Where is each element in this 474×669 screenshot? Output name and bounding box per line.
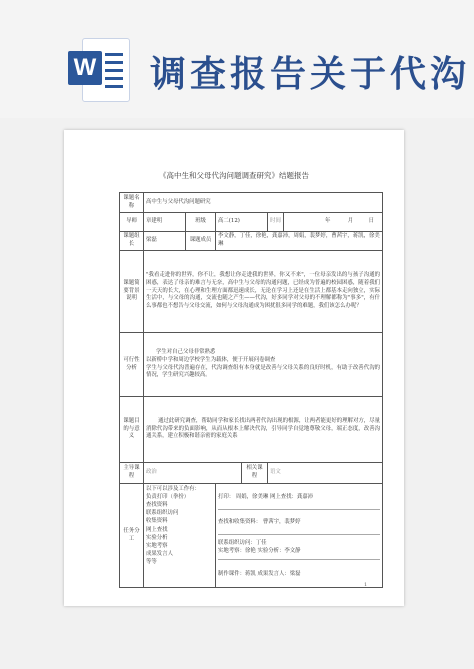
task-item: 等等 — [146, 558, 157, 565]
task-item: 负责打印（拳扮） — [146, 494, 190, 501]
assignment-line: 打印： 周娟，徐美琳 网上查找：龚嘉沛 — [218, 485, 380, 510]
document-title: 《高中生和父母代沟问题调查研究》结题报告 — [159, 171, 309, 180]
row-tutor — [120, 213, 383, 232]
time-label: 时间 — [268, 213, 284, 232]
background-label: 课题简要背景说明 — [120, 251, 144, 333]
feasibility-line: 学生对自己父母非常熟悉 — [156, 348, 216, 355]
purpose-label: 课题目的与意义 — [120, 397, 144, 463]
leader-value: 梁磊 — [144, 232, 186, 251]
purpose-text: 通过此研究调查，帮助同学和家长找出两者代沟出现的根源，让两者能更好的理解对方，尽量消除代沟带来的负面影响，从而从根本上解决代沟，引导同学自觉地尊敬父母，端正态度，改善沟通关系，建立积极和谐亲密的家庭关系 — [144, 397, 383, 463]
assignment-line: 联系组织访问：丁佳 实地考察：徐艳 实验分析：李文静 — [218, 535, 380, 560]
members-value: 李文静，丁佳，徐艳，龚嘉沛，周娟，裴梦婷，曹茜宇，蒋凯，徐美琳 — [216, 232, 383, 251]
time-month: 月 — [347, 218, 354, 225]
row-topic — [120, 193, 383, 213]
task-item: 成果发言人 — [146, 550, 173, 557]
task-item: 收集资料 — [146, 518, 168, 525]
class-label: 班级 — [186, 213, 216, 232]
tutor-label: 导师 — [120, 213, 144, 232]
time-year: 年 — [324, 218, 331, 225]
topic-label: 课题名称 — [120, 193, 144, 213]
tasks-left — [144, 484, 216, 588]
word-document-icon — [68, 38, 130, 100]
task-item: 实地考察 — [146, 542, 168, 549]
related-label: 相关课程 — [242, 463, 268, 484]
feasibility-content — [144, 333, 383, 397]
assignment-line: 制作课件：蒋凯 成果发言人：梁磊 — [218, 571, 301, 578]
time-day: 日 — [368, 218, 375, 225]
feasibility-line: 以新桥中学和周边学校学生为载体，便于开展问卷调查 — [146, 356, 276, 363]
page-number: 1 — [364, 582, 368, 588]
feasibility-label: 可行性分析 — [120, 333, 144, 397]
members-label: 课题成员 — [186, 232, 216, 251]
task-item: 网上查找 — [146, 526, 168, 533]
row-tasks — [120, 484, 383, 588]
task-item: 联系组织访问 — [146, 510, 179, 517]
class-value: 高二(12) — [216, 213, 268, 232]
tasks-right — [216, 484, 383, 588]
row-guidance — [120, 463, 383, 484]
related-value: 语文 — [268, 463, 383, 484]
document-page — [64, 130, 404, 606]
task-item: 以下可以涉及工作有： — [146, 486, 200, 492]
time-value — [284, 213, 383, 232]
report-table — [119, 192, 383, 588]
leader-label: 课题组长 — [120, 232, 144, 251]
task-item: 实验分析 — [146, 534, 168, 541]
header-banner — [0, 0, 474, 118]
row-background — [120, 251, 383, 333]
guidance-label: 主导课程 — [120, 463, 144, 484]
topic-value: 高中生与父母代沟问题研究 — [144, 193, 383, 213]
row-feasibility — [120, 333, 383, 397]
background-text: "我看走进你的世界，你不让，我想让你走进我的世界，你又不来"，一位母亲发出的与孩子沟通的困惑，表达了母亲的难言与无奈，高中生与父母的沟通问题，已经成为普遍的校园困惑，随着我们一天天的长大，在心理和生理方面都迅速成长，无论在学习上还是在生活上都基本走向独立，实际生活中，与父母的沟通，交流也随之产生——代沟，好多同学对父母的不理解都称为"事多"，有什么事都也不想告与父母交流，如何与父母沟通成为困扰很多同学的难题，我们该怎么办呢？ — [144, 251, 383, 333]
headline-title: 调查报告关于代沟 — [150, 54, 471, 95]
assignment-line: 查找和收集资料： 曹茜宇，裴梦婷 — [218, 510, 380, 535]
feasibility-line: 学生与父母代沟普遍存在，代沟调查组有本身就是改善与父母关系的良好时机，有助于改善代沟的情况，学生研究兴趣较高。 — [146, 364, 381, 379]
guidance-value: 政治 — [144, 463, 242, 484]
tutor-value: 章建明 — [144, 213, 186, 232]
tasks-label: 任务分工 — [120, 484, 144, 588]
word-logo-letter: W — [68, 51, 102, 85]
row-purpose — [120, 397, 383, 463]
task-item: 查找资料 — [146, 502, 168, 509]
row-leader — [120, 232, 383, 251]
